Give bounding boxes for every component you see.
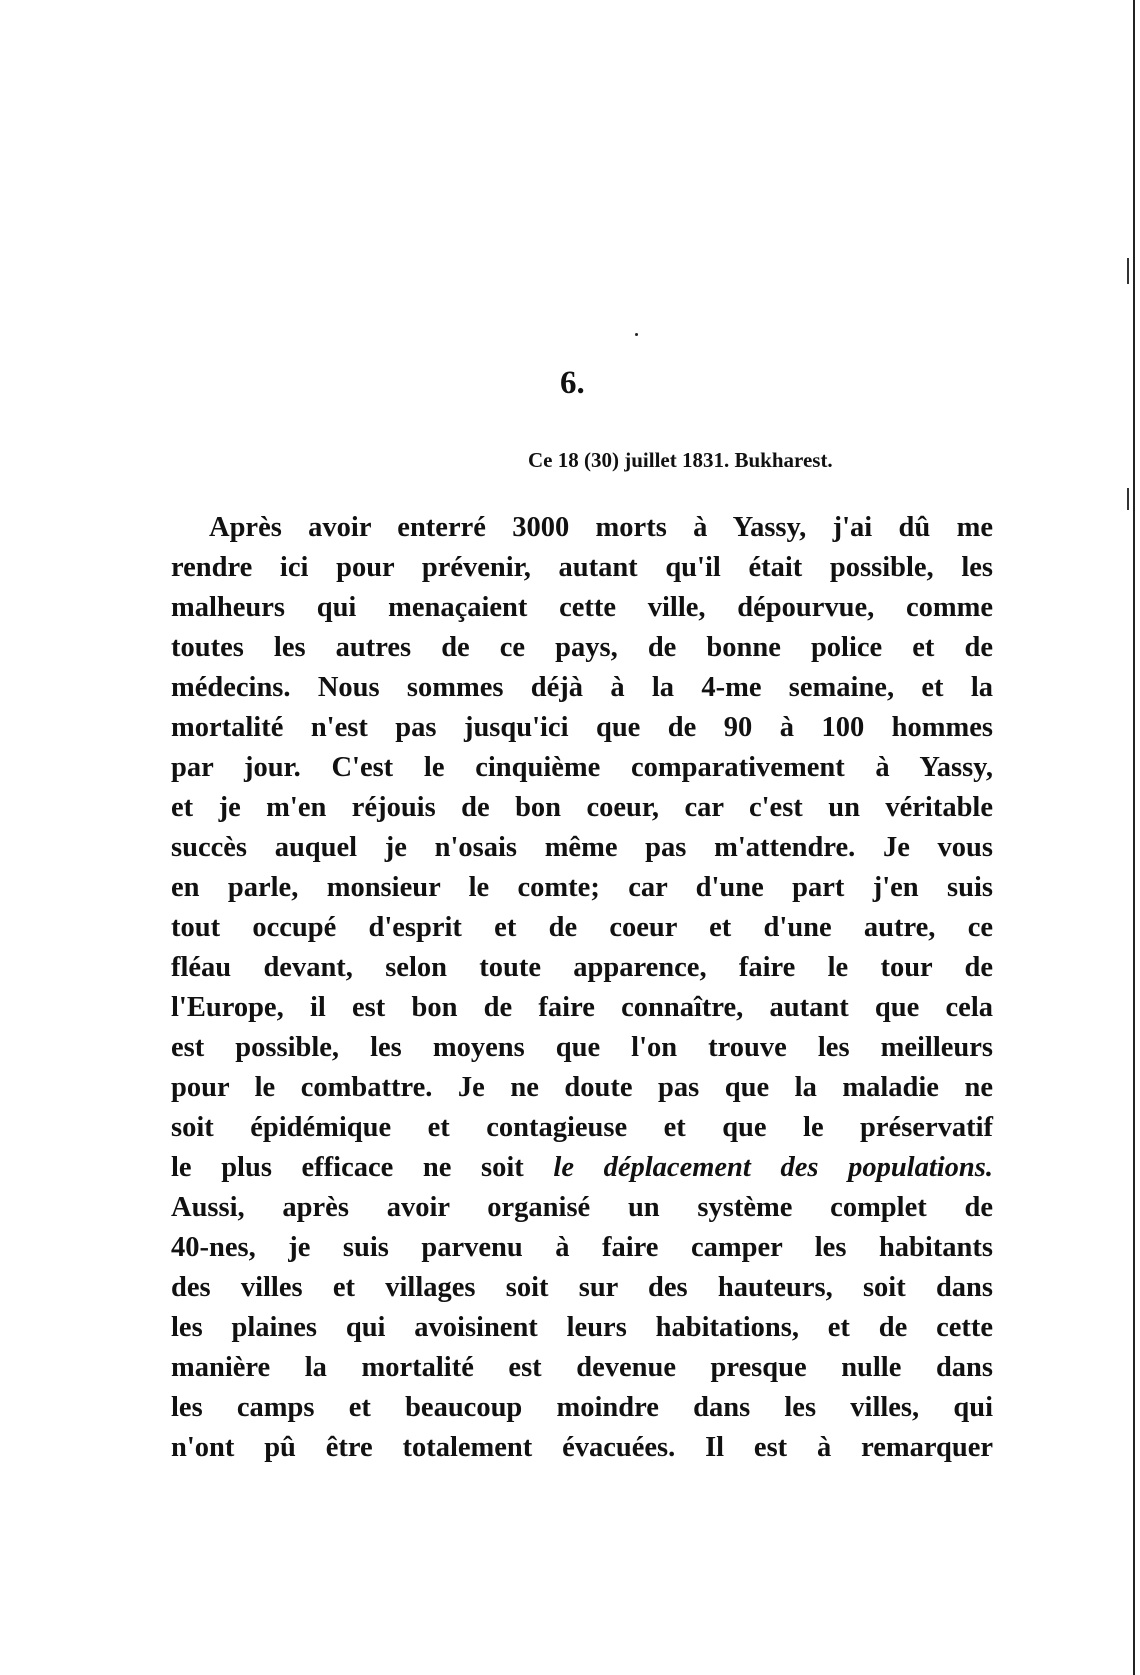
body-line: par jour. C'est le cinquième comparativement à Yassy, <box>171 752 993 783</box>
body-line: Aussi, après avoir organisé un système complet de <box>171 1192 993 1223</box>
body-line: n'ont pû être totalement évacuées. Il est à remarquer <box>171 1432 993 1463</box>
body-line: en parle, monsieur le comte; car d'une part j'en suis <box>171 872 993 903</box>
letter-dateline: Ce 18 (30) juillet 1831. Bukharest. <box>528 448 833 472</box>
body-line: pour le combattre. Je ne doute pas que la maladie ne <box>171 1072 993 1103</box>
body-line-start: le plus efficace ne soit <box>171 1152 554 1183</box>
page-edge-mark <box>1127 258 1129 284</box>
emphasized-phrase: le déplacement des populations. <box>553 1152 993 1183</box>
body-line: est possible, les moyens que l'on trouve les meilleurs <box>171 1032 993 1063</box>
letter-number: 6. <box>560 365 585 401</box>
body-line: manière la mortalité est devenue presque nulle dans <box>171 1352 993 1383</box>
body-line: tout occupé d'esprit et de coeur et d'une autre, ce <box>171 912 993 943</box>
body-line: fléau devant, selon toute apparence, faire le tour de <box>171 952 993 983</box>
body-line: médecins. Nous sommes déjà à la 4-me semaine, et la <box>171 672 993 703</box>
page-edge-line <box>1133 0 1135 1675</box>
print-speck <box>635 333 638 336</box>
body-line: et je m'en réjouis de bon coeur, car c'est un véritable <box>171 792 993 823</box>
body-line: les plaines qui avoisinent leurs habitations, et de cette <box>171 1312 993 1343</box>
letter-body <box>171 508 993 1468</box>
body-line-with-emphasis <box>171 1148 993 1188</box>
body-line: toutes les autres de ce pays, de bonne police et de <box>171 632 993 663</box>
body-line: Après avoir enterré 3000 morts à Yassy, j'ai dû me <box>209 512 993 543</box>
body-line: 40-nes, je suis parvenu à faire camper les habitants <box>171 1232 993 1263</box>
body-line: mortalité n'est pas jusqu'ici que de 90 à 100 hommes <box>171 712 993 743</box>
body-line: l'Europe, il est bon de faire connaître, autant que cela <box>171 992 993 1023</box>
body-line: des villes et villages soit sur des hauteurs, soit dans <box>171 1272 993 1303</box>
page-edge-mark <box>1127 488 1129 510</box>
body-line: malheurs qui menaçaient cette ville, dépourvue, comme <box>171 592 993 623</box>
body-line: les camps et beaucoup moindre dans les villes, qui <box>171 1392 993 1423</box>
body-line: rendre ici pour prévenir, autant qu'il était possible, les <box>171 552 993 583</box>
body-line: succès auquel je n'osais même pas m'attendre. Je vous <box>171 832 993 863</box>
body-line: soit épidémique et contagieuse et que le préservatif <box>171 1112 993 1143</box>
